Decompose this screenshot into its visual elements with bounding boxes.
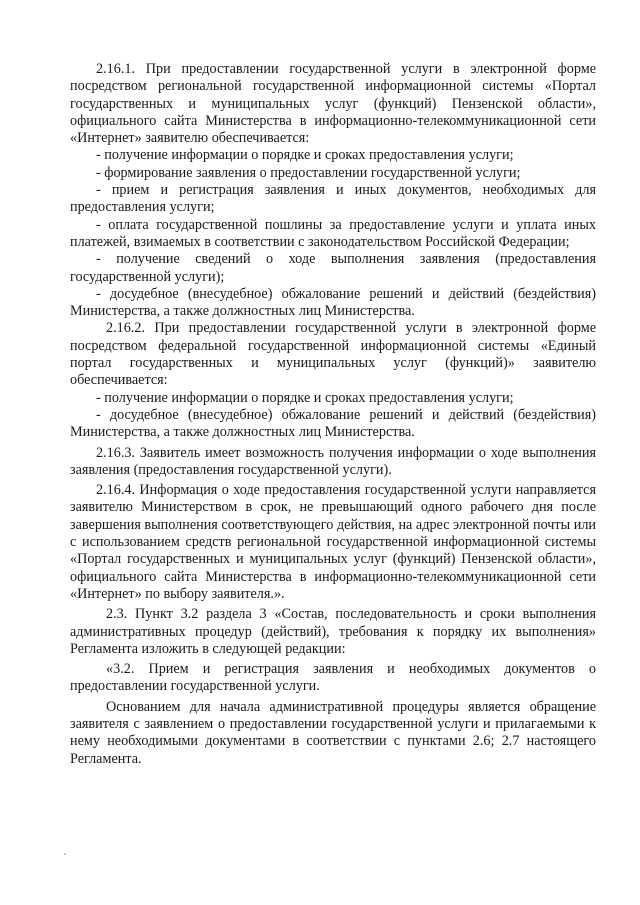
paragraph-2-16-4: 2.16.4. Информация о ходе предоставления государственной услуги направляется заявителю Министерством в срок, не превышающий одного рабочего дня после завершения выполнения соответствующего действия, на адрес электронной почты или с использованием средств региональной государственной информационной системы «Портал государственных и муниципальных услуг (функций) Пензенской области», официального сайта Министерства в информационно-телекоммуникационной сети «Интернет» по выбору заявителя.».	[70, 482, 596, 602]
list-item: - досудебное (внесудебное) обжалование решений и действий (бездействия) Министерства, а также должностных лиц Министерства.	[70, 406, 596, 441]
paragraph-3-2: «3.2. Прием и регистрация заявления и необходимых документов о предоставлении государственной услуги.	[70, 661, 596, 695]
list-item: - получение сведений о ходе выполнения заявления (предоставления государственной услуги);	[70, 251, 596, 285]
list-item: - прием и регистрация заявления и иных документов, необходимых для предоставления услуги;	[70, 182, 596, 216]
list-item: - досудебное (внесудебное) обжалование решений и действий (бездействия) Министерства, а также должностных лиц Министерства.	[70, 285, 596, 320]
list-item: - формирование заявления о предоставлении государственной услуги;	[96, 164, 521, 181]
paragraph-2-16-2: 2.16.2. При предоставлении государственной услуги в электронной форме посредством федеральной государственной информационной системы «Единый портал государственных и муниципальных услуг (функций)» заявителю обеспечивается:	[70, 320, 596, 389]
document-body	[70, 61, 596, 768]
scan-speck	[64, 853, 66, 855]
paragraph-2-16-1: 2.16.1. При предоставлении государственной услуги в электронной форме посредством региональной государственной информационной системы «Портал государственных и муниципальных услуг (функций) Пензенской области», официального сайта Министерства в информационно-телекоммуникационной сети «Интернет» заявителю обеспечивается:	[70, 61, 596, 147]
list-item: - оплата государственной пошлины за предоставление услуги и уплата иных платежей, взимаемых в соответствии с законодательством Российской Федерации;	[70, 216, 596, 250]
paragraph-basis: Основанием для начала административной процедуры является обращение заявителя с заявлением о предоставлении государственной услуги и прилагаемыми к нему необходимыми документами в соответствии с пунктами 2.6; 2.7 настоящего Регламента.	[70, 698, 596, 767]
paragraph-2-3: 2.3. Пункт 3.2 раздела 3 «Состав, последовательность и сроки выполнения административных процедур (действий), требования к порядку их выполнения» Регламента изложить в следующей редакции:	[70, 606, 596, 657]
paragraph-2-16-3: 2.16.3. Заявитель имеет возможность получения информации о ходе выполнения заявления (предоставления государственной услуги).	[70, 444, 596, 478]
list-item: - получение информации о порядке и сроках предоставления услуги;	[96, 147, 514, 164]
list-item: - получение информации о порядке и сроках предоставления услуги;	[96, 389, 514, 406]
